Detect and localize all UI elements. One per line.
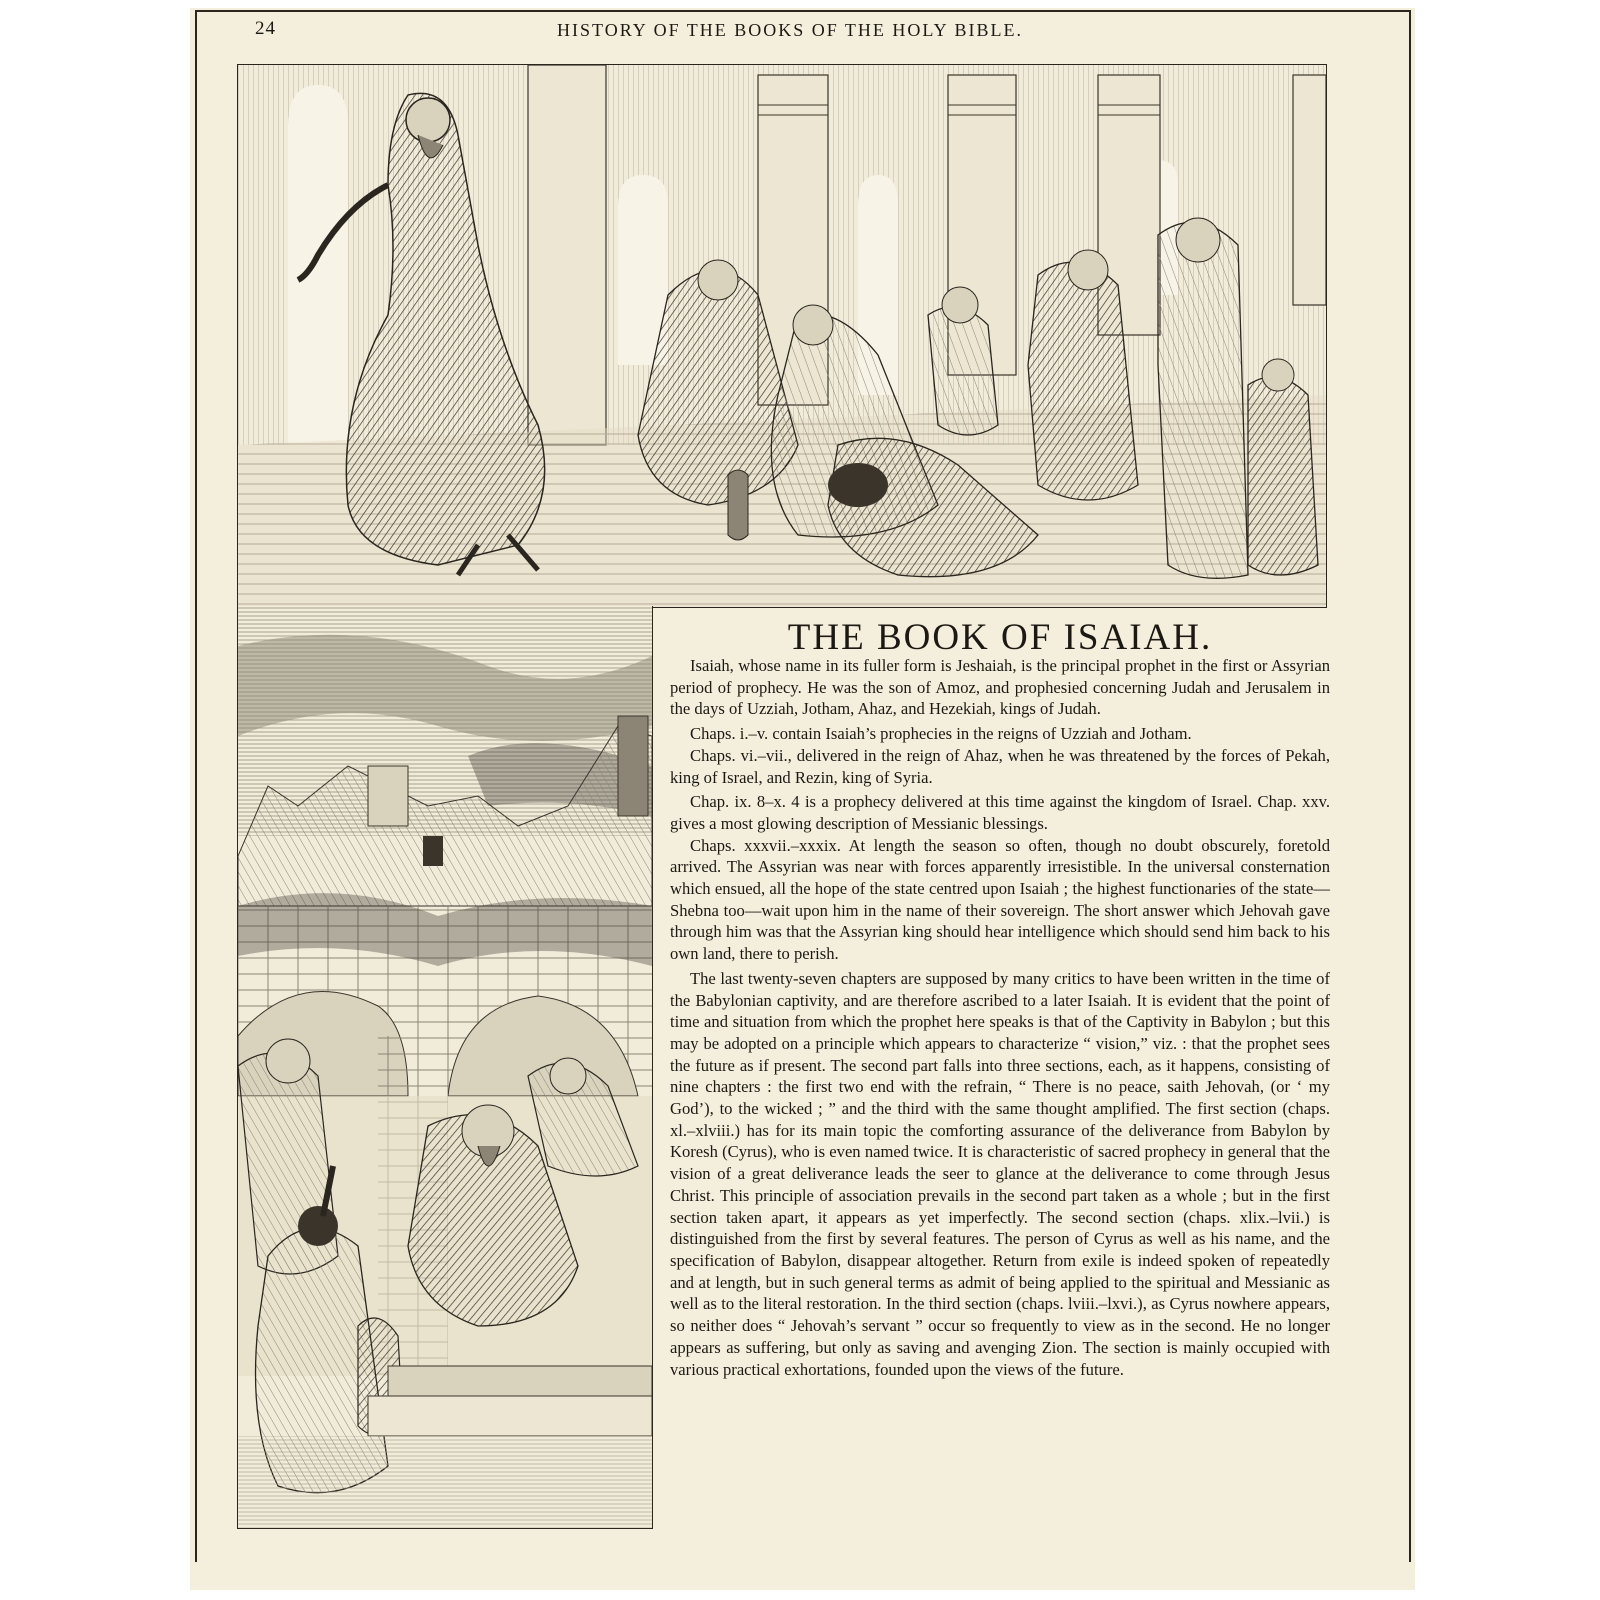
paragraph-chapters-37-39: Chaps. xxxvii.–xxxix. At length the season so often, though no doubt obscurely, foretold arrived. The Assyrian was near with forces apparently irresistible. In the universal consternation which ensued, all the hope of the state centred upon Isaiah ; the highest functionaries of the state—Shebna too—wait upon him in the name of their sovereign. The short answer which Jehovah gave through him was that the Assyrian king should hear intelligence which should send him back to his own land, there to perish. xyxy=(670,835,1330,964)
left-engraving-drawing xyxy=(238,606,652,1528)
paragraph-last-chapters: The last twenty-seven chapters are supposed by many critics to have been written in the time of the Babylonian captivity, and are therefore ascribed to a later Isaiah. It is evident that the point of time and situation from which the prophet here speaks is that of the Captivity in Babylon ; but this may be adopted on a principle which appears to characterize “ vision,” viz. : that the prophet sees the future as if present. The second part falls into three sections, each, as it happens, consisting of nine chapters : the first two end with the refrain, “ There is no peace, saith Jehovah, (or ‘ my God’), to the wicked ; ” and the third with the same thought amplified. The first section (chaps. xl.–xlviii.) has for its main topic the comforting assurance of the deliverance from Babylon by Koresh (Cyrus), who is even named twice. It is characteristic of sacred prophecy in general that the vision of a great deliverance leads the seer to glance at the deliverance to come through Jesus Christ. This principle of association prevails in the second part taken as a whole ; but in the first section taken apart, it appears as yet imperfectly. The second section (chaps. xlix.–lvii.) is distinguished from the first by several features. The person of Cyrus as well as his name, and the specification of Babylon, disappear altogether. Return from exile is indeed spoken of repeatedly and at length, but in such general terms as admit of being applied to the spiritual and Messianic as well as to the literal restoration. In the third section (chaps. lviii.–lxvi.), as Cyrus nowhere appears, so neither does “ Jehovah’s servant ” occur so frequently to view as in the second. He no longer appears as suffering, but only as saving and avenging Zion. The section is mainly occupied with various practical exhortations, founded upon the views of the future. xyxy=(670,968,1330,1379)
article-body xyxy=(670,655,1330,1380)
left-engraving xyxy=(237,606,653,1529)
paragraph-chapters-6-7: Chaps. vi.–vii., delivered in the reign of Ahaz, when he was threatened by the forces of Pekah, king of Israel, and Rezin, king of Syria. xyxy=(670,745,1330,787)
top-engraving-drawing xyxy=(238,65,1326,607)
paragraph-introduction: Isaiah, whose name in its fuller form is Jeshaiah, is the principal prophet in the first or Assyrian period of prophecy. He was the son of Amoz, and prophesied concerning Judah and Jerusalem in the days of Uzziah, Jotham, Ahaz, and Hezekiah, kings of Judah. xyxy=(670,656,1330,719)
running-title: HISTORY OF THE BOOKS OF THE HOLY BIBLE. xyxy=(557,20,1023,40)
paragraph-chapters-1-5: Chaps. i.–v. contain Isaiah’s prophecies in the reigns of Uzziah and Jotham. xyxy=(690,724,1192,744)
book-title: THE BOOK OF ISAIAH. xyxy=(787,617,1213,658)
paragraph-chapter-9-10: Chap. ix. 8–x. 4 is a prophecy delivered at this time against the kingdom of Israel. Chap. xxv. gives a most glowing description of Messianic blessings. xyxy=(670,792,1330,833)
page-number: 24 xyxy=(255,18,276,39)
top-engraving xyxy=(237,64,1327,608)
